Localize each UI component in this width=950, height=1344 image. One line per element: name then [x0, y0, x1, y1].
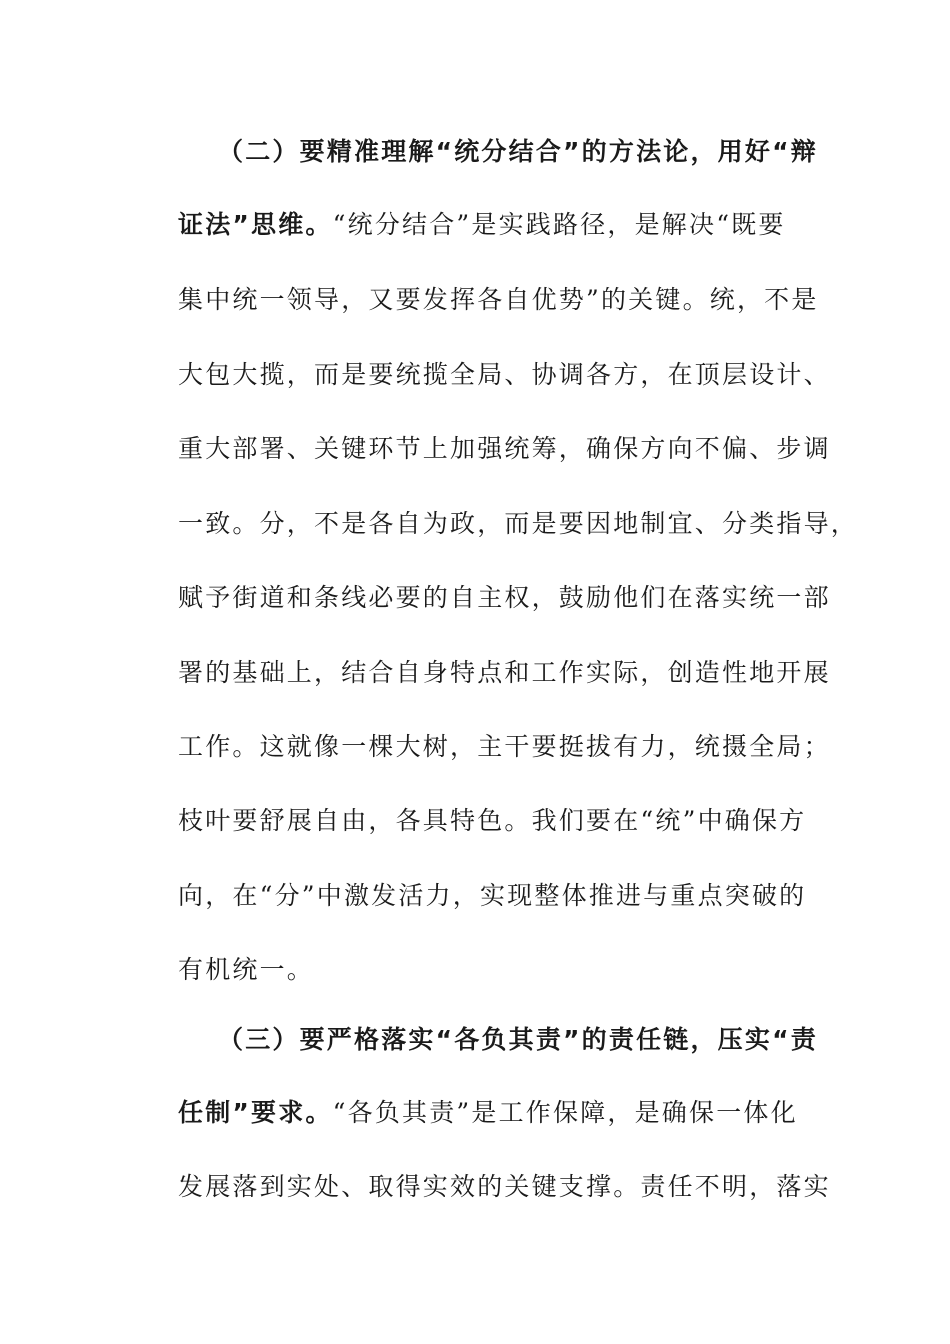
section3-heading-line1: （三）要严格落实“各负其责”的责任链，压实“责	[218, 1025, 818, 1054]
section2-body-9: 向，在“分”中激发活力，实现整体推进与重点突破的	[178, 881, 807, 910]
section3-body-1: 发展落到实处、取得实效的关键支撑。责任不明，落实	[178, 1172, 831, 1201]
section3-heading-line2: 任制”要求。	[178, 1098, 333, 1127]
section2-body-3: 重大部署、关键环节上加强统筹，确保方向不偏、步调	[178, 434, 831, 463]
section3-line	[178, 1093, 798, 1133]
section2-body-0: “统分结合”是实践路径，是解决“既要	[332, 210, 786, 239]
section2-heading-line2: 证法”思维。	[178, 210, 333, 239]
section2-body-10: 有机统一。	[178, 955, 315, 984]
section2-body-6: 署的基础上，结合自身特点和工作实际，创造性地开展	[178, 658, 831, 687]
section2-body-8: 枝叶要舒展自由，各具特色。我们要在“统”中确保方	[178, 806, 807, 835]
section2-body-4: 一致。分，不是各自为政，而是要因地制宜、分类指导，	[178, 509, 859, 538]
section2-line	[178, 205, 786, 245]
section2-body-5: 赋予街道和条线必要的自主权，鼓励他们在落实统一部	[178, 583, 831, 612]
section2-body-7: 工作。这就像一棵大树，主干要挺拔有力，统摄全局；	[178, 732, 831, 761]
section3-body-0: “各负其责”是工作保障，是确保一体化	[332, 1098, 798, 1127]
section2-body-2: 大包大揽，而是要统揽全局、协调各方，在顶层设计、	[178, 360, 831, 389]
section2-heading-line1: （二）要精准理解“统分结合”的方法论，用好“辩	[218, 137, 818, 166]
section2-body-1: 集中统一领导，又要发挥各自优势”的关键。统，不是	[178, 285, 819, 314]
